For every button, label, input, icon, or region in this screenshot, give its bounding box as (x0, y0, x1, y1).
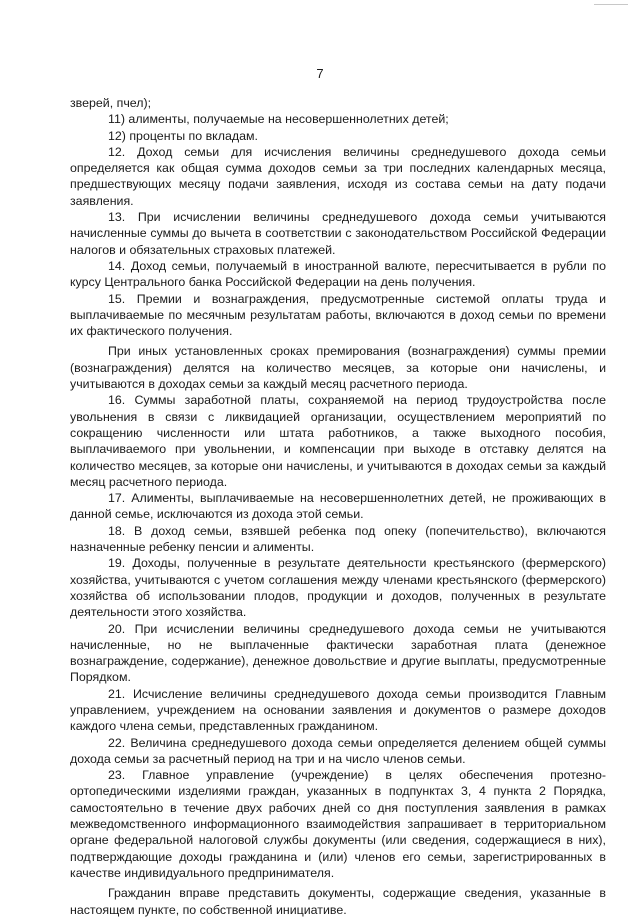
paragraph: 12) проценты по вкладам. (108, 128, 258, 143)
paragraph: 18. В доход семьи, взявшей ребенка под опеку (попечительство), включаются назначенные ребенку пенсии и алименты. (70, 523, 606, 555)
paragraph: зверей, пчел); (70, 96, 152, 110)
paragraph: 15. Премии и вознаграждения, предусмотренные системой оплаты труда и выплачиваемые по месячным результатам работы, включаются в доход семьи по времени их фактического получения. (70, 291, 606, 339)
paragraph: 20. При исчислении величины среднедушевого дохода семьи не учитываются начисленные, но не выплаченные фактически заработная плата (денежное вознаграждение, содержание), денежное довольствие и другие выплаты, предусмотренные Порядком. (70, 621, 606, 685)
paragraph: 11) алименты, получаемые на несовершеннолетних детей; (108, 112, 449, 127)
paragraph: При иных установленных сроках премирования (вознаграждения) суммы премии (вознаграждения) делятся на количество месяцев, за которые они начислены, и учитываются в доходах семьи за каждый месяц расчетного периода. (70, 344, 606, 392)
paragraph: 17. Алименты, выплачиваемые на несовершеннолетних детей, не проживающих в данной семье, исключаются из дохода этой семьи. (70, 491, 606, 522)
paragraph: 14. Доход семьи, получаемый в иностранной валюте, пересчитывается в рубли по курсу Центрального банка Российской Федерации на день получения. (70, 258, 606, 290)
paragraph: Гражданин вправе представить документы, содержащие сведения, указанные в настоящем пункте, по собственной инициативе. (70, 886, 606, 917)
paragraph: 19. Доходы, полученные в результате деятельности крестьянского (фермерского) хозяйства, учитываются с учетом соглашения между членами крестьянского (фермерского) хозяйства об использовании плодов, продукции и доходов, полученных в результате деятельности этого хозяйства. (70, 556, 606, 620)
corner-mark (594, 4, 628, 5)
paragraph: 12. Доход семьи для исчисления величины среднедушевого дохода семьи определяется как общая сумма доходов семьи за три последних календарных месяца, предшествующих месяцу подачи заявления, исходя из состава семьи на дату подачи заявления. (70, 144, 606, 208)
paragraph: 16. Суммы заработной платы, сохраняемой на период трудоустройства после увольнения в связи с ликвидацией организации, осуществлением мероприятий по сокращению численности или штата работников, а также выходного пособия, выплачиваемого при увольнении, и компенсации при выходе в отставку делятся на количество месяцев, за которые они начислены, и учитываются в доходах семьи за каждый месяц расчетного периода. (70, 393, 606, 489)
paragraph: 22. Величина среднедушевого дохода семьи определяется делением общей суммы дохода семьи за расчетный период на три и на число членов семьи. (70, 735, 606, 766)
paragraph: 13. При исчислении величины среднедушевого дохода семьи учитываются начисленные суммы до вычета в соответствии с законодательством Российской Федерации налогов и обязательных страховых платежей. (70, 210, 606, 257)
paragraph: 23. Главное управление (учреждение) в целях обеспечения протезно-ортопедическими изделиями граждан, указанных в подпунктах 3, 4 пункта 2 Порядка, самостоятельно в течение двух рабочих дней со дня поступления заявления в рамках межведомственного информационного взаимодействия запрашивает в территориальном органе федеральной налоговой службы документы (или сведения, содержащиеся в них), подтверждающие доходы гражданина и (или) членов его семьи, зарегистрированных в качестве индивидуального предпринимателя. (70, 768, 606, 880)
page-number: 7 (316, 66, 324, 81)
document-body (70, 95, 606, 918)
paragraph: 21. Исчисление величины среднедушевого дохода семьи производится Главным управлением, учреждением на основании заявления и документов о размере доходов каждого члена семьи, представленных гражданином. (70, 686, 606, 734)
